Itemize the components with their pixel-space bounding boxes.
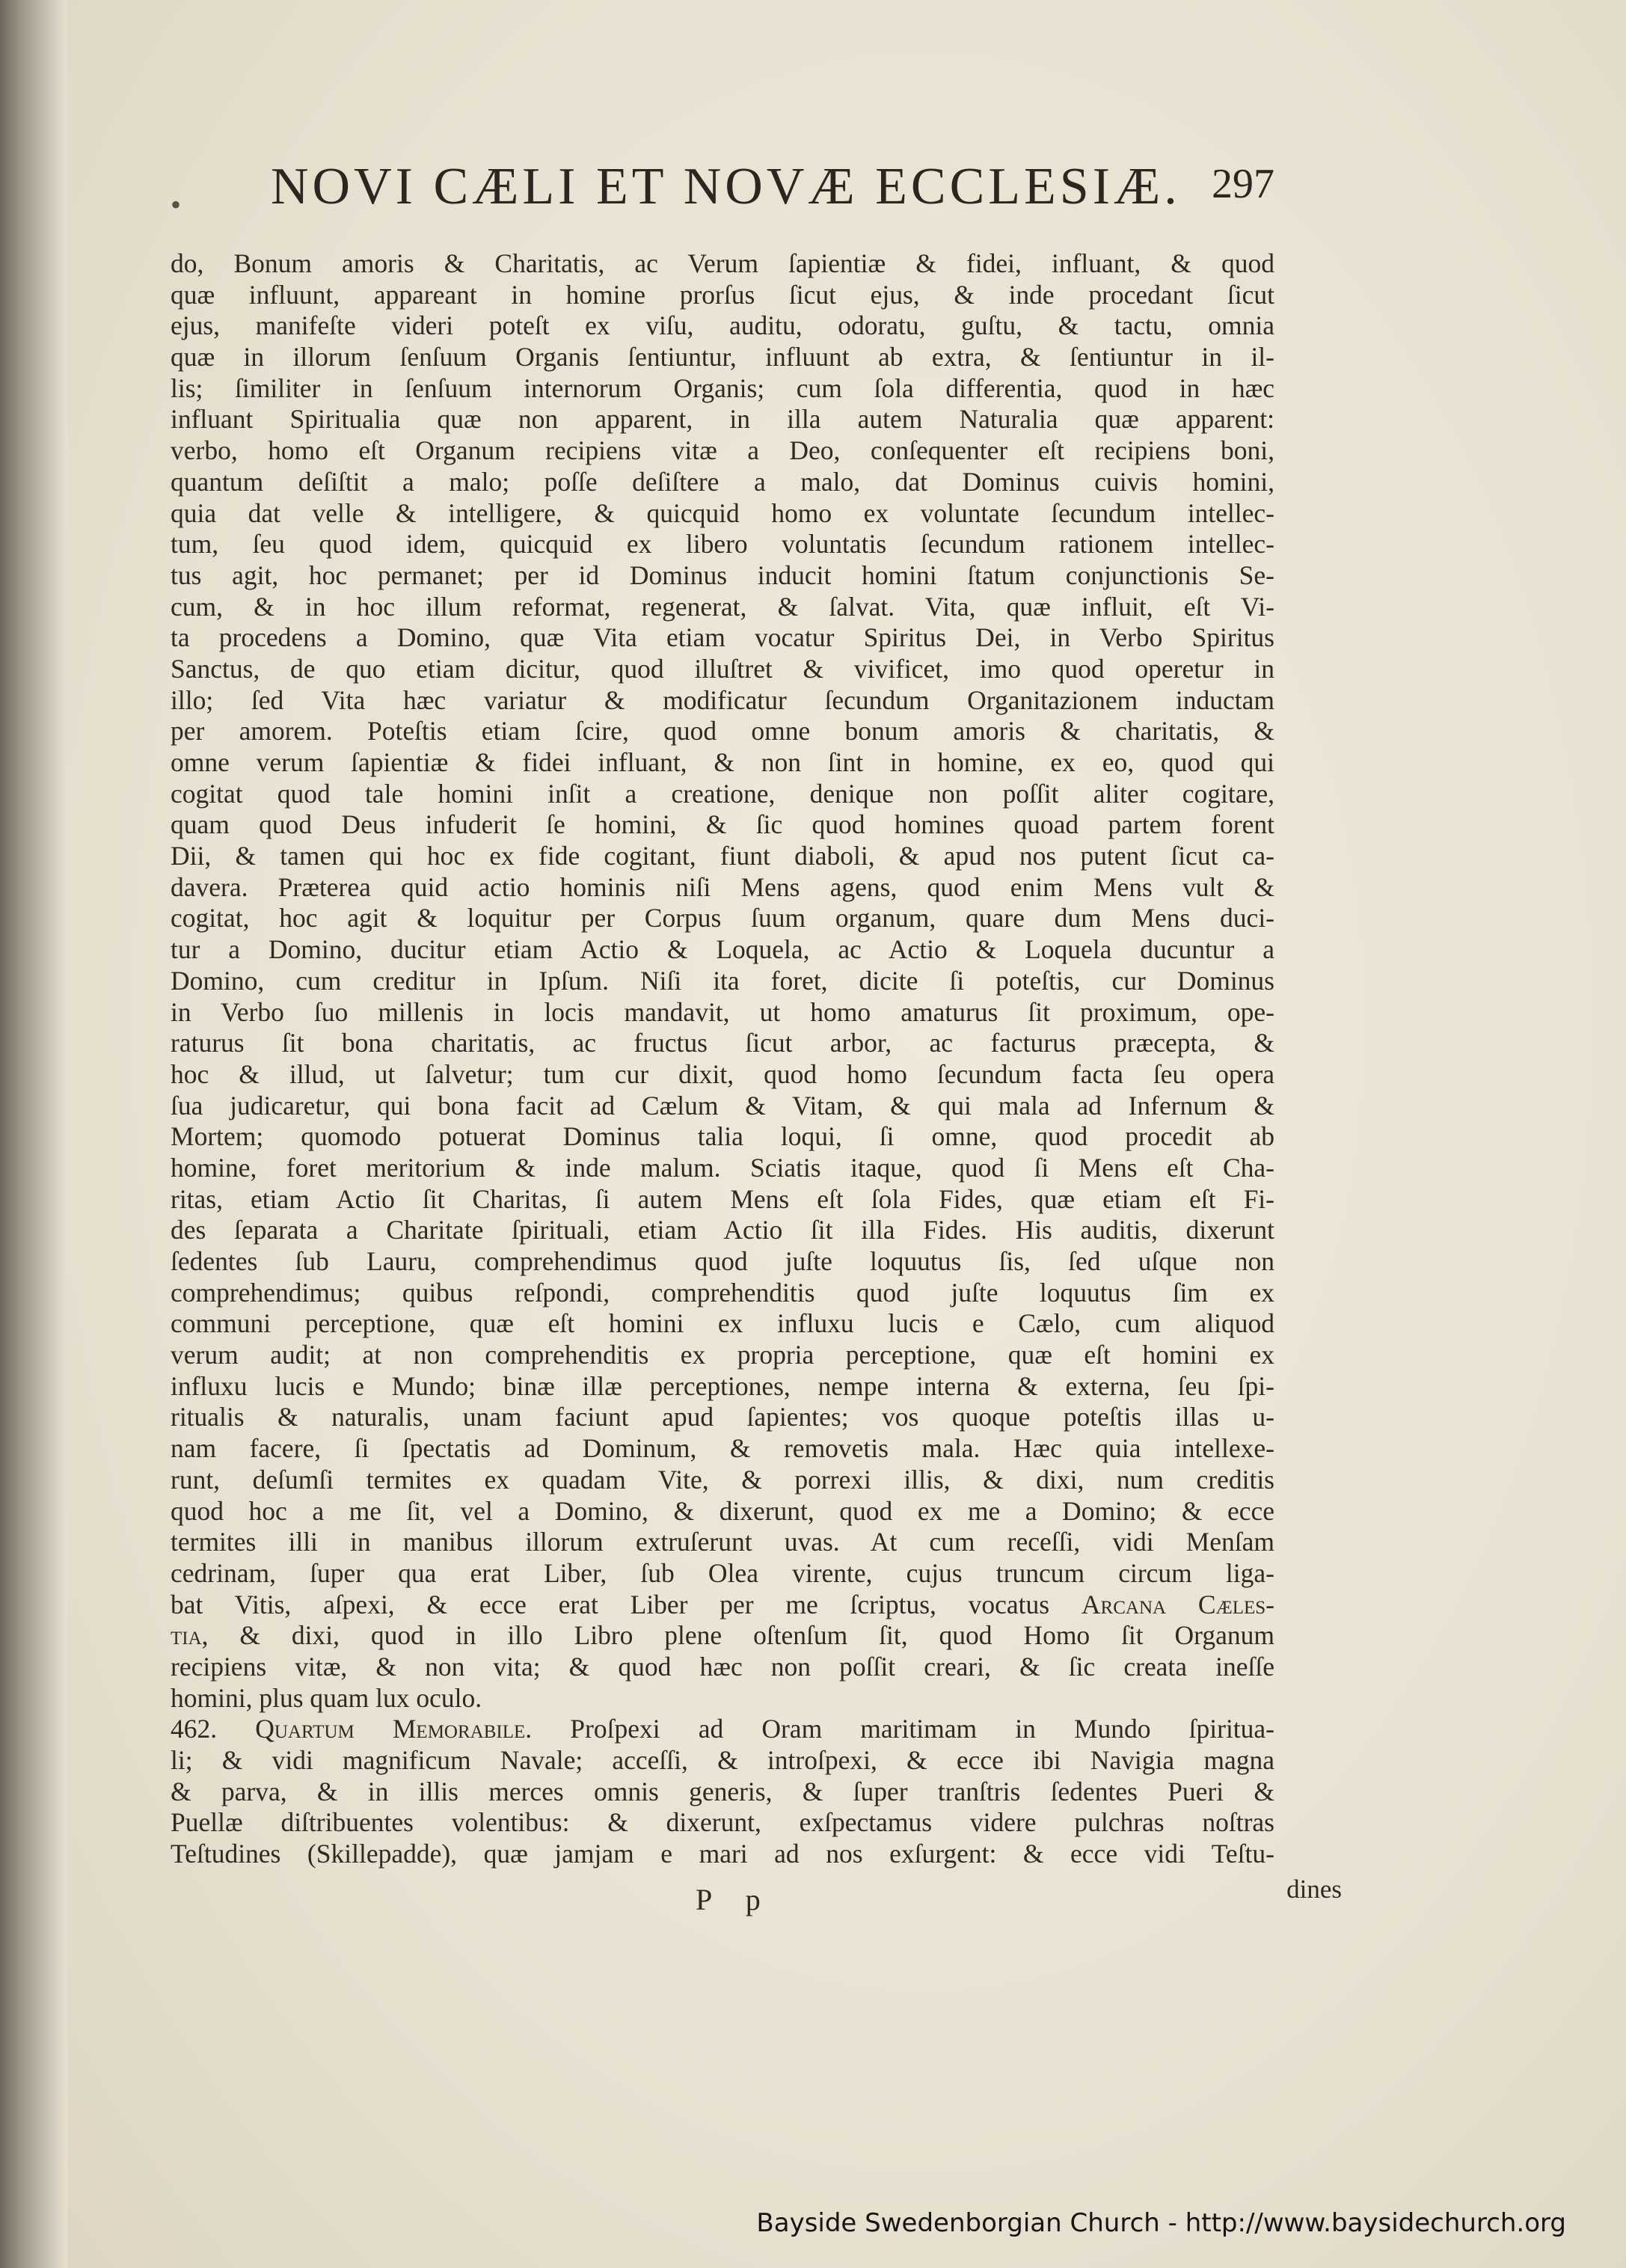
text-line bbox=[171, 1558, 1274, 1590]
text-line bbox=[171, 1246, 1274, 1278]
running-header bbox=[171, 157, 1274, 224]
line-text: influant Spiritualia quæ non apparent, in illa autem Naturalia quæ apparent: bbox=[171, 404, 1274, 435]
text-line bbox=[171, 1278, 1274, 1309]
line-text: illo; ſed Vita hæc variatur & modificatur ſecundum Organitazionem inductam bbox=[171, 684, 1274, 715]
text-line bbox=[171, 934, 1274, 966]
line-text: homini, plus quam lux oculo. bbox=[171, 1682, 482, 1713]
text-line bbox=[171, 1308, 1274, 1340]
line-text: verum audit; at non comprehenditis ex propria perceptione, quæ eſt homini ex bbox=[171, 1340, 1274, 1370]
line-text: termites illi in manibus illorum extruſerunt uvas. At cum receſſi, vidi Menſam bbox=[171, 1527, 1274, 1557]
text-line bbox=[171, 1745, 1274, 1777]
line-text: tus agit, hoc permanet; per id Dominus inducit homini ſtatum conjunctionis Se- bbox=[171, 560, 1274, 590]
line-text: quam quod Deus infuderit ſe homini, & ſic quod homines quoad partem forent bbox=[171, 809, 1274, 840]
line-text: cedrinam, ſuper qua erat Liber, ſub Olea virente, cujus truncum circum liga- bbox=[171, 1557, 1274, 1588]
text-line bbox=[171, 498, 1274, 530]
line-text: Dii, & tamen qui hoc ex fide cogitant, fiunt diaboli, & apud nos putent ſicut ca- bbox=[171, 841, 1274, 871]
text-line bbox=[171, 1839, 1274, 1870]
text-line bbox=[171, 1402, 1274, 1433]
text-line bbox=[171, 310, 1274, 342]
text-line bbox=[171, 1028, 1274, 1059]
text-line bbox=[171, 467, 1274, 498]
text-line bbox=[171, 1153, 1274, 1184]
line-text: ſua judicaretur, qui bona facit ad Cælum & Vitam, & qui mala ad Infernum & bbox=[171, 1090, 1274, 1121]
text-line bbox=[171, 435, 1274, 467]
text-line bbox=[171, 716, 1274, 747]
body-text bbox=[171, 248, 1274, 1870]
line-text: cogitat, hoc agit & loquitur per Corpus ſuum organum, quare dum Mens duci- bbox=[171, 903, 1274, 934]
line-text: 462. bbox=[171, 1714, 218, 1744]
text-line bbox=[171, 1121, 1274, 1153]
text-line bbox=[171, 529, 1274, 560]
line-text: , & dixi, quod in illo Libro plene oſtenſum ſit, quod Homo ſit Organum bbox=[201, 1620, 1274, 1651]
text-line bbox=[171, 1340, 1274, 1371]
text-line bbox=[171, 685, 1274, 717]
text-line bbox=[171, 592, 1274, 623]
small-caps-text: Arcana Cæles- bbox=[1081, 1589, 1274, 1619]
text-line bbox=[171, 997, 1274, 1029]
text-line bbox=[171, 1091, 1274, 1122]
line-text: quæ in illorum ſenſuum Organis ſentiuntur, influunt ab extra, & ſentiuntur in il- bbox=[171, 342, 1274, 373]
line-text: do, Bonum amoris & Charitatis, ac Verum ſapientiæ & fidei, influant, & quod bbox=[171, 248, 1274, 278]
line-text: Teſtudines (Skillepadde), quæ jamjam e mari ad nos exſurgent: & ecce vidi Teſtu- bbox=[171, 1839, 1274, 1869]
running-title: NOVI CÆLI ET NOVÆ ECCLESIÆ. bbox=[271, 158, 1181, 215]
line-text: davera. Præterea quid actio hominis niſi Mens agens, quod enim Mens vult & bbox=[171, 871, 1274, 902]
line-text: Domino, cum creditur in Ipſum. Niſi ita foret, dicite ſi poteſtis, cur Dominus bbox=[171, 965, 1274, 996]
text-line bbox=[171, 872, 1274, 904]
line-text: Mortem; quomodo potuerat Dominus talia loqui, ſi omne, quod procedit ab bbox=[171, 1121, 1274, 1152]
text-line bbox=[171, 966, 1274, 997]
text-line bbox=[171, 1807, 1274, 1839]
line-text: comprehendimus; quibus reſpondi, comprehenditis quod juſte loquutus ſim ex bbox=[171, 1277, 1274, 1308]
text-line bbox=[171, 342, 1274, 373]
text-line bbox=[171, 622, 1274, 654]
text-line bbox=[171, 404, 1274, 435]
line-text: verbo, homo eſt Organum recipiens vitæ a Deo, conſequenter eſt recipiens boni, bbox=[171, 435, 1274, 466]
line-text: raturus ſit bona charitatis, ac fructus ſicut arbor, ac facturus præcepta, & bbox=[171, 1028, 1274, 1058]
line-text: & parva, & in illis merces omnis generis, & ſuper tranſtris ſedentes Pueri & bbox=[171, 1776, 1274, 1806]
line-text: tum, ſeu quod idem, quicquid ex libero voluntatis ſecundum rationem intellec- bbox=[171, 529, 1274, 560]
page-number: 297 bbox=[1212, 161, 1274, 207]
line-text: tur a Domino, ducitur etiam Actio & Loquela, ac Actio & Loquela ducuntur a bbox=[171, 934, 1274, 965]
line-text: influxu lucis e Mundo; binæ illæ perceptiones, nempe interna & externa, ſeu ſpi- bbox=[171, 1370, 1274, 1401]
text-line bbox=[171, 1652, 1274, 1683]
line-text: bat Vitis, aſpexi, & ecce erat Liber per me ſcriptus, vocatus bbox=[171, 1589, 1050, 1619]
line-text: cum, & in hoc illum reformat, regenerat, & ſalvat. Vita, quæ influit, eſt Vi- bbox=[171, 591, 1274, 622]
text-line bbox=[171, 1527, 1274, 1558]
line-text: ritualis & naturalis, unam faciunt apud ſapientes; vos quoque poteſtis illas u- bbox=[171, 1402, 1274, 1432]
text-line bbox=[171, 248, 1274, 280]
text-line bbox=[171, 1215, 1274, 1246]
line-text: ejus, manifeſte videri poteſt ex viſu, auditu, odoratu, guſtu, & tactu, omnia bbox=[171, 310, 1274, 341]
text-line bbox=[171, 1059, 1274, 1091]
line-text: quod hoc a me ſit, vel a Domino, & dixerunt, quod ex me a Domino; & ecce bbox=[171, 1495, 1274, 1526]
text-line bbox=[171, 779, 1274, 810]
line-text: homine, foret meritorium & inde malum. Sciatis itaque, quod ſi Mens eſt Cha- bbox=[171, 1152, 1274, 1183]
text-line bbox=[171, 903, 1274, 934]
text-line bbox=[171, 1683, 1274, 1714]
text-line bbox=[171, 747, 1274, 779]
text-line bbox=[171, 280, 1274, 311]
line-text: quantum deſiſtit a malo; poſſe deſiſtere a malo, dat Dominus cuivis homini, bbox=[171, 466, 1274, 497]
text-line bbox=[171, 373, 1274, 405]
text-line bbox=[171, 560, 1274, 592]
text-line bbox=[171, 654, 1274, 685]
line-text: nam facere, ſi ſpectatis ad Dominum, & removetis mala. Hæc quia intellexe- bbox=[171, 1433, 1274, 1464]
line-text: in Verbo ſuo millenis in locis mandavit, ut homo amaturus ſit proximum, ope- bbox=[171, 996, 1274, 1027]
catchword: dines bbox=[1286, 1875, 1342, 1904]
text-line bbox=[171, 809, 1274, 841]
line-text: li; & vidi magnificum Navale; acceſſi, & introſpexi, & ecce ibi Navigia magna bbox=[171, 1745, 1274, 1775]
footer-credit: Bayside Swedenborgian Church - http://www.baysidechurch.org bbox=[756, 2208, 1566, 2238]
text-line bbox=[171, 1620, 1274, 1652]
text-line bbox=[171, 1714, 1274, 1745]
signature-mark: P p bbox=[696, 1883, 774, 1916]
text-line bbox=[171, 1184, 1274, 1216]
line-text: quia dat velle & intelligere, & quicquid homo ex voluntate ſecundum intellec- bbox=[171, 497, 1274, 528]
line-text: ſedentes ſub Lauru, comprehendimus quod juſte loquutus ſis, ſed uſque non bbox=[171, 1246, 1274, 1276]
line-text: Puellæ diſtribuentes volentibus: & dixerunt, exſpectamus videre pulchras noſtras bbox=[171, 1807, 1274, 1838]
line-text: lis; ſimiliter in ſenſuum internorum Organis; cum ſola differentia, quod in hæc bbox=[171, 373, 1274, 403]
line-text: runt, deſumſi termites ex quadam Vite, & porrexi illis, & dixi, num creditis bbox=[171, 1464, 1274, 1495]
line-text: omne verum ſapientiæ & fidei influant, & non ſint in homine, ex eo, quod qui bbox=[171, 747, 1274, 777]
text-line bbox=[171, 1496, 1274, 1527]
text-line bbox=[171, 1465, 1274, 1496]
line-text: per amorem. Poteſtis etiam ſcire, quod omne bonum amoris & charitatis, & bbox=[171, 716, 1274, 747]
line-text: recipiens vitæ, & non vita; & quod hæc non poſſit creari, & ſic creata ineſſe bbox=[171, 1651, 1274, 1682]
line-text: cogitat quod tale homini inſit a creatione, denique non poſſit aliter cogitare, bbox=[171, 778, 1274, 809]
line-text: communi perceptione, quæ eſt homini ex influxu lucis e Cælo, cum aliquod bbox=[171, 1308, 1274, 1339]
text-line bbox=[171, 1777, 1274, 1808]
line-text: ta procedens a Domino, quæ Vita etiam vocatur Spiritus Dei, in Verbo Spiritus bbox=[171, 622, 1274, 653]
line-text: Proſpexi ad Oram maritimam in Mundo ſpiritua- bbox=[570, 1714, 1274, 1744]
line-text: ritas, etiam Actio ſit Charitas, ſi autem Mens eſt ſola Fides, quæ etiam eſt Fi- bbox=[171, 1183, 1274, 1214]
line-text: des ſeparata a Charitate ſpirituali, etiam Actio ſit illa Fides. His auditis, dixerunt bbox=[171, 1215, 1274, 1245]
binding-gutter bbox=[0, 0, 67, 2268]
text-line bbox=[171, 1590, 1274, 1621]
line-text: hoc & illud, ut ſalvetur; tum cur dixit, quod homo ſecundum facta ſeu opera bbox=[171, 1058, 1274, 1089]
small-caps-text: Quartum Memorabile. bbox=[255, 1714, 533, 1744]
text-line bbox=[171, 1371, 1274, 1403]
text-line bbox=[171, 1433, 1274, 1465]
line-text: quæ influunt, appareant in homine prorſus ſicut ejus, & inde procedant ſicut bbox=[171, 279, 1274, 310]
line-text: Sanctus, de quo etiam dicitur, quod illuſtret & vivificet, imo quod operetur in bbox=[171, 653, 1274, 684]
header-ornament: • bbox=[171, 188, 182, 221]
text-line bbox=[171, 841, 1274, 872]
small-caps-text: tia bbox=[171, 1620, 202, 1651]
